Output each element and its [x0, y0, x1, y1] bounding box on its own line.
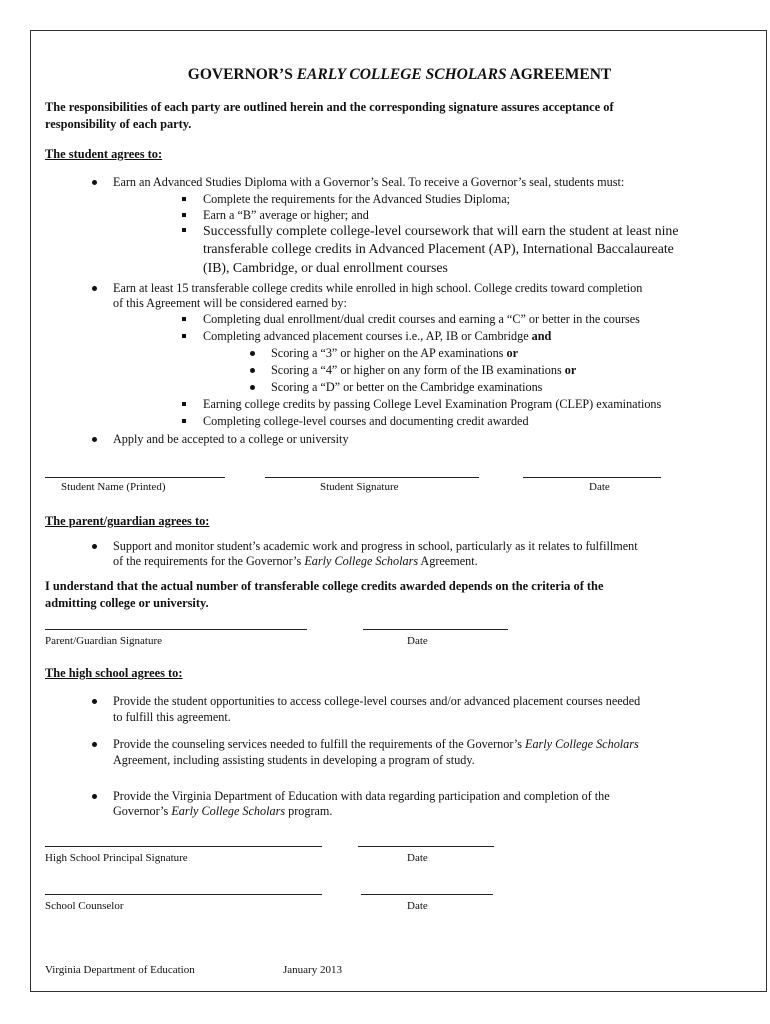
- parent-section-header: The parent/guardian agrees to:: [45, 514, 210, 528]
- school-bullet-3-line-2: Governor’s Early College Scholars program.: [113, 804, 333, 818]
- counselor-signature-label: School Counselor: [45, 900, 124, 912]
- school-bullet-2-line-1: Provide the counseling services needed to fulfill the requirements of the Governor’s Early College Scholars: [113, 737, 639, 751]
- counselor-date-line[interactable]: [361, 894, 493, 895]
- parent-signature-line[interactable]: [45, 629, 307, 630]
- principal-signature-label: High School Principal Signature: [45, 852, 188, 864]
- school-bullet-3-line-1: Provide the Virginia Department of Education with data regarding participation and completion of the: [113, 789, 610, 803]
- school-section-header: The high school agrees to:: [45, 666, 183, 680]
- counselor-signature-line[interactable]: [45, 894, 322, 895]
- student-signature-line[interactable]: [265, 477, 479, 478]
- school-bullet-1-line-2: to fulfill this agreement.: [113, 710, 231, 724]
- credit-method-college-courses: Completing college-level courses and documenting credit awarded: [203, 414, 529, 428]
- student-sub-3-line-1: Successfully complete college-level coursework that will earn the student at least nine: [203, 223, 679, 238]
- student-signature-label: Student Signature: [320, 481, 399, 493]
- student-bullet-2-line-1: Earn at least 15 transferable college credits while enrolled in high school. College credits toward completion: [113, 281, 643, 295]
- understanding-line-2: admitting college or university.: [45, 596, 209, 610]
- principal-signature-line[interactable]: [45, 846, 322, 847]
- student-name-line[interactable]: [45, 477, 225, 478]
- parent-bullet-1-line-1: Support and monitor student’s academic work and progress in school, particularly as it relates to fulfillment: [113, 539, 638, 553]
- student-date-label: Date: [589, 481, 610, 493]
- footer-date: January 2013: [283, 964, 342, 976]
- student-sub-1: Complete the requirements for the Advanced Studies Diploma;: [203, 192, 510, 206]
- document-title: GOVERNOR’S EARLY COLLEGE SCHOLARS AGREEMENT: [187, 66, 612, 83]
- parent-date-label: Date: [407, 635, 428, 647]
- student-sub-3-line-2: transferable college credits in Advanced Placement (AP), International Baccalaureate: [203, 241, 674, 256]
- student-sub-3-line-3: (IB), Cambridge, or dual enrollment courses: [203, 260, 448, 275]
- principal-date-label: Date: [407, 852, 428, 864]
- parent-date-line[interactable]: [363, 629, 508, 630]
- student-bullet-2-line-2: of this Agreement will be considered earned by:: [113, 296, 347, 310]
- intro-line-1: The responsibilities of each party are outlined herein and the corresponding signature assures acceptance of: [45, 100, 614, 114]
- student-sub-2: Earn a “B” average or higher; and: [203, 208, 369, 222]
- student-bullet-3: Apply and be accepted to a college or university: [113, 432, 349, 446]
- understanding-line-1: I understand that the actual number of transferable college credits awarded depends on the criteria of the: [45, 579, 604, 593]
- score-ap: Scoring a “3” or higher on the AP examinations or: [271, 346, 518, 360]
- score-cambridge: Scoring a “D” or better on the Cambridge examinations: [271, 380, 543, 394]
- credit-method-dual-enrollment: Completing dual enrollment/dual credit courses and earning a “C” or better in the courses: [203, 312, 640, 326]
- intro-line-2: responsibility of each party.: [45, 117, 192, 131]
- credit-method-advanced-placement: Completing advanced placement courses i.e., AP, IB or Cambridge and: [203, 329, 552, 343]
- student-section-header: The student agrees to:: [45, 147, 163, 161]
- principal-date-line[interactable]: [358, 846, 494, 847]
- student-name-label: Student Name (Printed): [61, 481, 166, 493]
- student-date-line[interactable]: [523, 477, 661, 478]
- document-frame: [30, 30, 767, 992]
- student-bullet-1: Earn an Advanced Studies Diploma with a Governor’s Seal. To receive a Governor’s seal, students must:: [113, 175, 625, 189]
- credit-method-clep: Earning college credits by passing College Level Examination Program (CLEP) examinations: [203, 397, 662, 411]
- school-bullet-2-line-2: Agreement, including assisting students in developing a program of study.: [113, 753, 475, 767]
- school-bullet-1-line-1: Provide the student opportunities to access college-level courses and/or advanced placement courses needed: [113, 694, 641, 708]
- footer-organization: Virginia Department of Education: [45, 964, 195, 976]
- counselor-date-label: Date: [407, 900, 428, 912]
- parent-signature-label: Parent/Guardian Signature: [45, 635, 162, 647]
- score-ib: Scoring a “4” or higher on any form of the IB examinations or: [271, 363, 577, 377]
- parent-bullet-1-line-2: of the requirements for the Governor’s Early College Scholars Agreement.: [113, 554, 478, 568]
